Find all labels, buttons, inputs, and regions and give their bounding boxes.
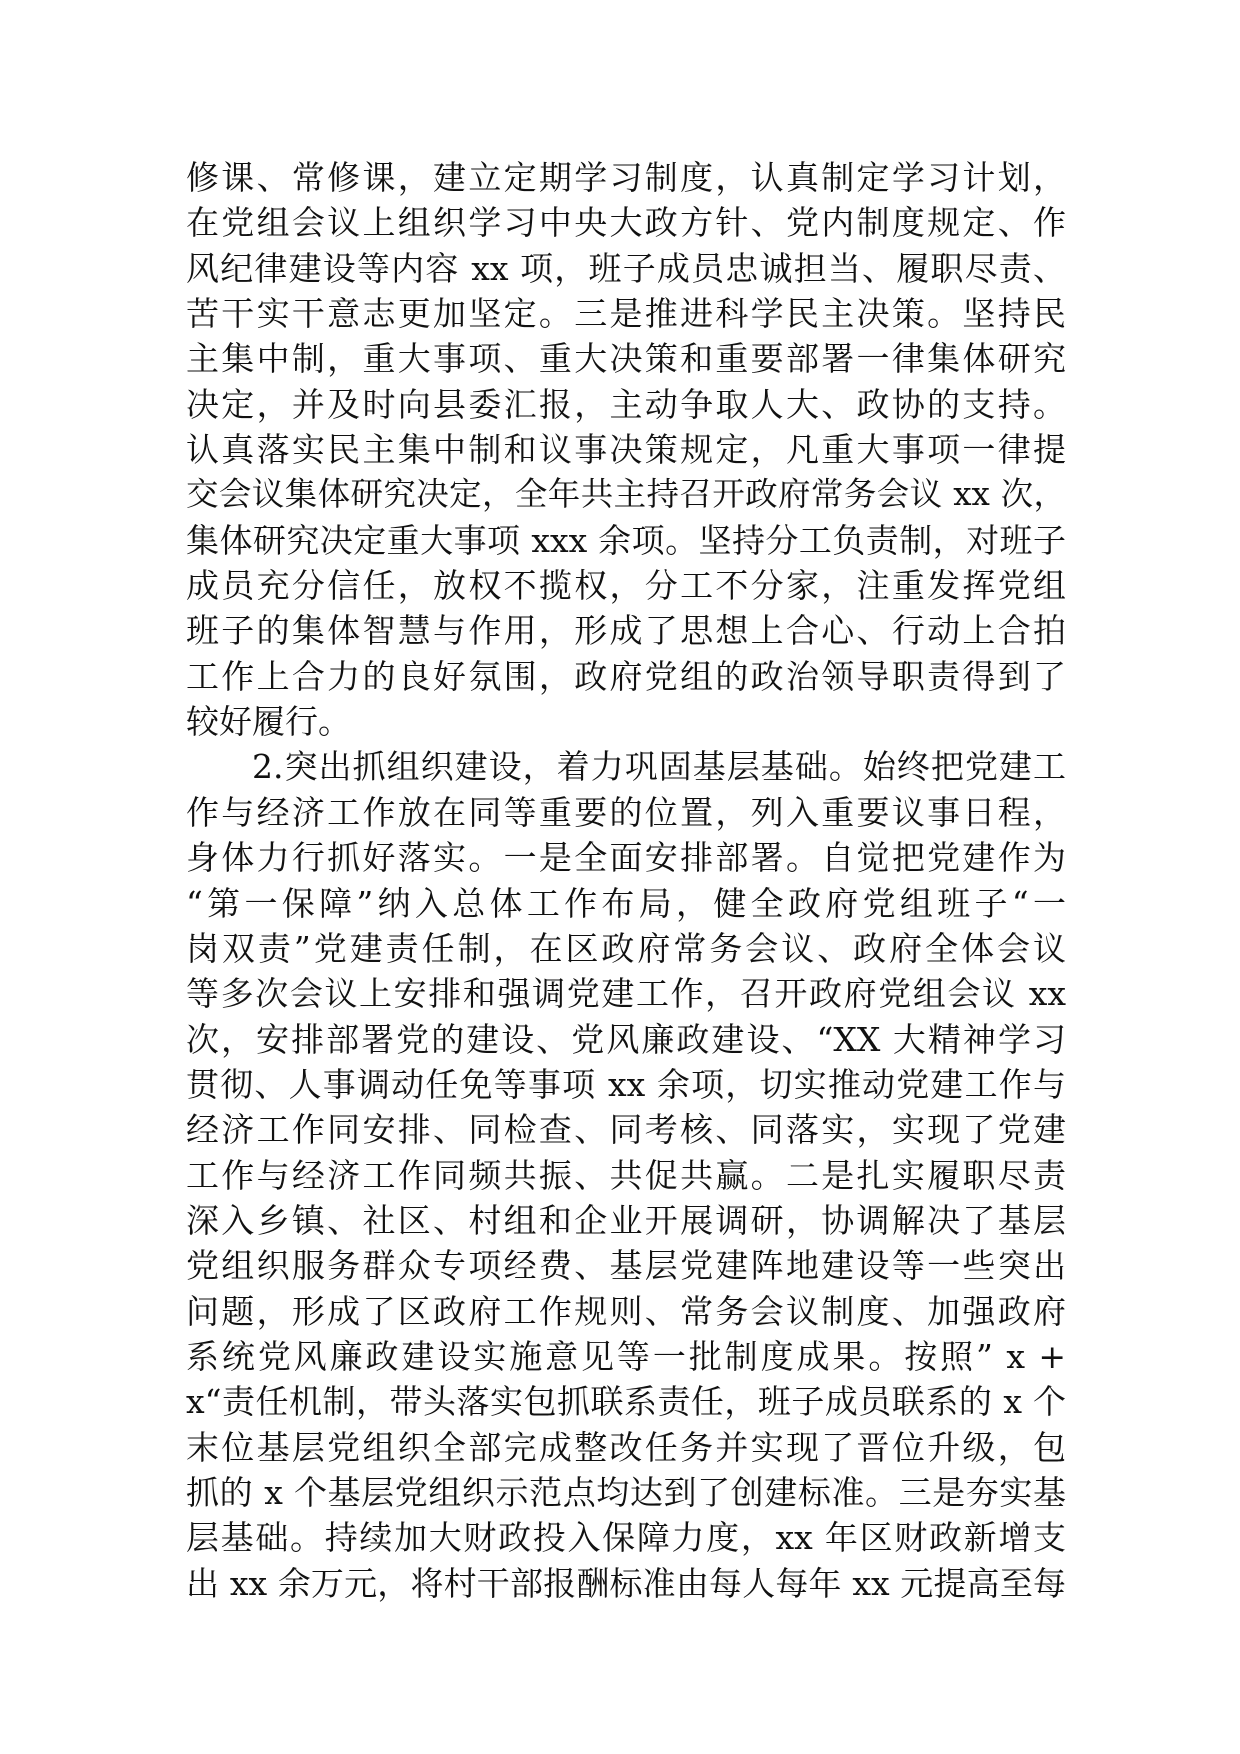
text-line: 交会议集体研究决定，全年共主持召开政府常务会议 xx 次， <box>186 475 1066 514</box>
text-line: x“责任机制，带头落实包抓联系责任，班子成员联系的 x 个 <box>186 1382 1066 1422</box>
text-line: 在党组会议上组织学习中央大政方针、党内制度规定、作 <box>186 203 1066 243</box>
text-line: 身体力行抓好落实。一是全面安排部署。自觉把党建作为 <box>186 838 1066 878</box>
text-line: 作与经济工作放在同等重要的位置，列入重要议事日程， <box>186 792 1066 832</box>
text-line: 岗双责”党建责任制，在区政府常务会议、政府全体会议 <box>186 928 1066 968</box>
text-line: 工作与经济工作同频共振、共促共赢。二是扎实履职尽责 <box>186 1155 1066 1195</box>
text-line: 工作上合力的良好氛围，政府党组的政治领导职责得到了 <box>186 656 1066 696</box>
text-line: 修课、常修课，建立定期学习制度，认真制定学习计划， <box>186 158 1066 197</box>
text-line: 深入乡镇、社区、村组和企业开展调研，协调解决了基层 <box>186 1200 1066 1240</box>
text-line: 较好履行。 <box>186 702 351 742</box>
text-line: 贯彻、人事调动任免等事项 xx 余项，切实推动党建工作与 <box>186 1064 1066 1104</box>
text-line: 决定，并及时向县委汇报，主动争取人大、政协的支持。 <box>186 384 1066 424</box>
text-line: 层基础。持续加大财政投入保障力度，xx 年区财政新增支 <box>186 1518 1066 1558</box>
text-line: 成员充分信任，放权不揽权，分工不分家，注重发挥党组 <box>186 566 1066 606</box>
text-line: 问题，形成了区政府工作规则、常务会议制度、加强政府 <box>186 1291 1066 1331</box>
text-line: 主集中制，重大事项、重大决策和重要部署一律集体研究 <box>186 339 1066 379</box>
text-line: 次，安排部署党的建设、党风廉政建设、“XX 大精神学习 <box>186 1019 1066 1059</box>
text-line: 出 xx 余万元，将村干部报酬标准由每人每年 xx 元提高至每 <box>186 1563 1066 1603</box>
text-line: “第一保障”纳入总体工作布局，健全政府党组班子“一 <box>186 883 1066 923</box>
text-line: 认真落实民主集中制和议事决策规定，凡重大事项一律提 <box>186 430 1066 470</box>
text-line: 集体研究决定重大事项 xxx 余项。坚持分工负责制，对班子 <box>186 520 1066 560</box>
text-line: 班子的集体智慧与作用，形成了思想上合心、行动上合拍 <box>186 611 1066 651</box>
text-line: 等多次会议上安排和强调党建工作，召开政府党组会议 xx <box>186 974 1066 1014</box>
text-line: 苦干实干意志更加坚定。三是推进科学民主决策。坚持民 <box>186 294 1066 334</box>
body-text <box>186 155 1066 1606</box>
text-line: 2.突出抓组织建设，着力巩固基层基础。始终把党建工 <box>252 747 1066 787</box>
text-line: 经济工作同安排、同检查、同考核、同落实，实现了党建 <box>186 1110 1066 1150</box>
text-line: 党组织服务群众专项经费、基层党建阵地建设等一些突出 <box>186 1246 1066 1286</box>
text-line: 抓的 x 个基层党组织示范点均达到了创建标准。三是夯实基 <box>186 1472 1066 1512</box>
text-line: 系统党风廉政建设实施意见等一批制度成果。按照” x + <box>186 1336 1066 1376</box>
text-line: 末位基层党组织全部完成整改任务并实现了晋位升级，包 <box>186 1427 1066 1467</box>
text-line: 风纪律建设等内容 xx 项，班子成员忠诚担当、履职尽责、 <box>186 248 1066 288</box>
